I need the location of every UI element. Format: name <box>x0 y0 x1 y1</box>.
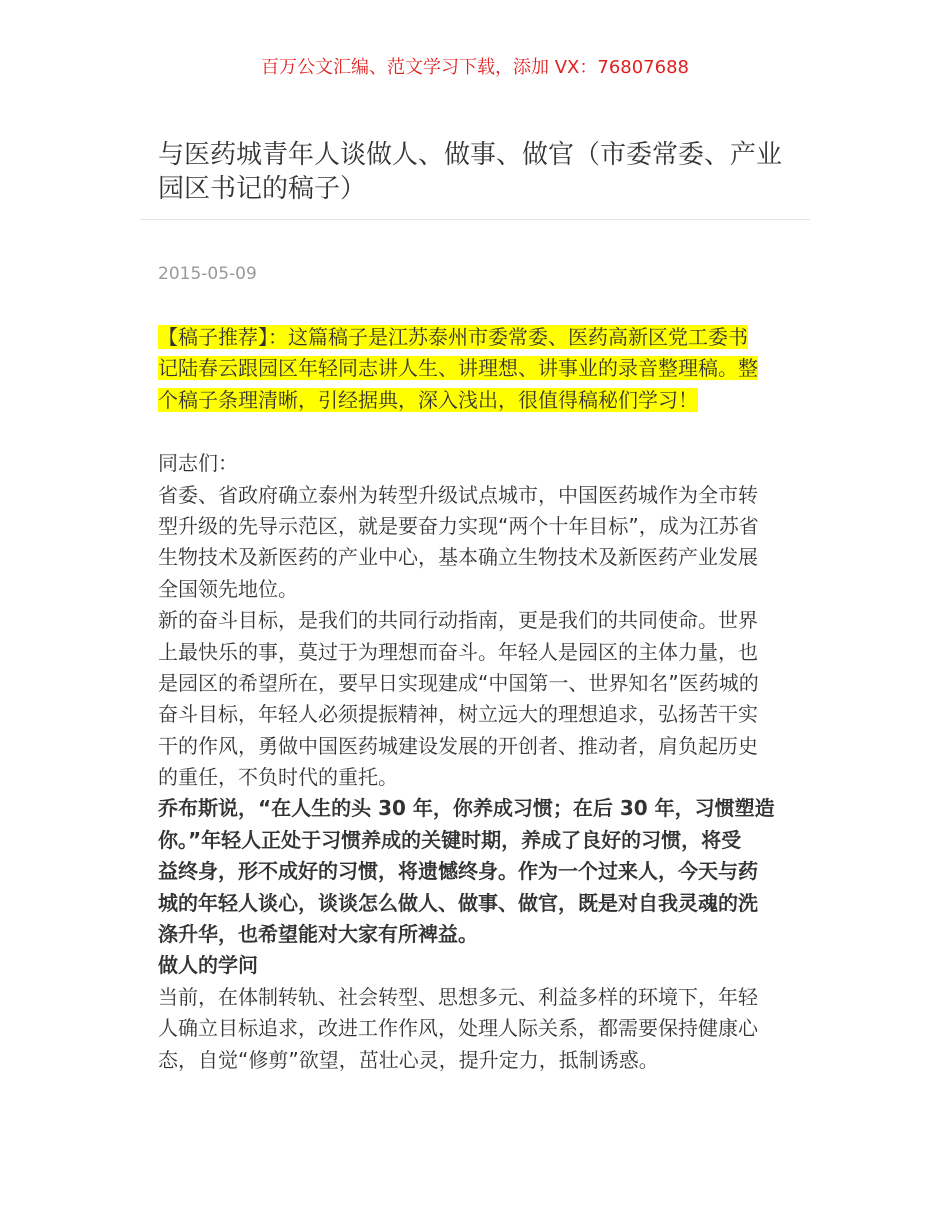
bold-paragraph-line: 乔布斯说，“在人生的头 30 年，你养成习惯；在后 30 年，习惯塑造 <box>158 796 775 821</box>
paragraph-line: 的重任，不负时代的重托。 <box>158 765 398 790</box>
recommend-line: 记陆春云跟园区年轻同志讲人生、讲理想、讲事业的录音整理稿。整 <box>158 356 758 381</box>
article-title <box>158 138 798 206</box>
bold-paragraph-line: 你。”年轻人正处于习惯养成的关键时期，养成了良好的习惯，将受 <box>158 827 742 852</box>
title-line: 园区书记的稿子） <box>158 174 367 204</box>
bold-paragraph-line: 城的年轻人谈心，谈谈怎么做人、做事、做官，既是对自我灵魂的洗 <box>158 890 758 915</box>
section-heading: 做人的学问 <box>158 953 258 978</box>
title-line: 与医药城青年人谈做人、做事、做官（市委常委、产业 <box>158 140 783 170</box>
recommend-line: 【稿子推荐】：这篇稿子是江苏泰州市委常委、医药高新区党工委书 <box>158 325 748 349</box>
paragraph-line: 是园区的希望所在，要早日实现建成“中国第一、世界知名”医药城的 <box>158 670 759 695</box>
paragraph-line: 省委、省政府确立泰州为转型升级试点城市，中国医药城作为全市转 <box>158 482 758 507</box>
paragraph-line: 型升级的先导示范区，就是要奋力实现“两个十年目标”，成为江苏省 <box>158 513 759 538</box>
bold-paragraph-line: 涤升华，也希望能对大家有所裨益。 <box>158 922 478 947</box>
paragraph-line: 奋斗目标，年轻人必须提振精神，树立远大的理想追求，弘扬苦干实 <box>158 702 758 727</box>
title-divider <box>140 219 810 220</box>
paragraph-line: 人确立目标追求，改进工作作风，处理人际关系，都需要保持健康心 <box>158 1016 758 1041</box>
paragraph-line: 新的奋斗目标，是我们的共同行动指南，更是我们的共同使命。世界 <box>158 608 758 633</box>
article-date: 2015-05-09 <box>158 264 257 284</box>
paragraph-line: 态，自觉“修剪”欲望，茁壮心灵，提升定力，抵制诱惑。 <box>158 1047 659 1072</box>
paragraph-line: 全国领先地位。 <box>158 576 298 601</box>
paragraph-line: 生物技术及新医药的产业中心，基本确立生物技术及新医药产业发展 <box>158 545 758 570</box>
greeting: 同志们： <box>158 451 238 476</box>
bold-paragraph-line: 益终身，形不成好的习惯，将遗憾终身。作为一个过来人，今天与药 <box>158 859 758 884</box>
download-banner: 百万公文汇编、范文学习下载，添加 VX：76807688 <box>261 57 689 78</box>
paragraph-line: 当前，在体制转轨、社会转型、思想多元、利益多样的环境下，年轻 <box>158 984 758 1009</box>
recommend-line: 个稿子条理清晰，引经据典，深入浅出，很值得稿秘们学习！ <box>158 387 698 412</box>
paragraph-line: 干的作风，勇做中国医药城建设发展的开创者、推动者，肩负起历史 <box>158 733 758 758</box>
paragraph-line: 上最快乐的事，莫过于为理想而奋斗。年轻人是园区的主体力量，也 <box>158 639 758 664</box>
article-body <box>158 322 798 1076</box>
